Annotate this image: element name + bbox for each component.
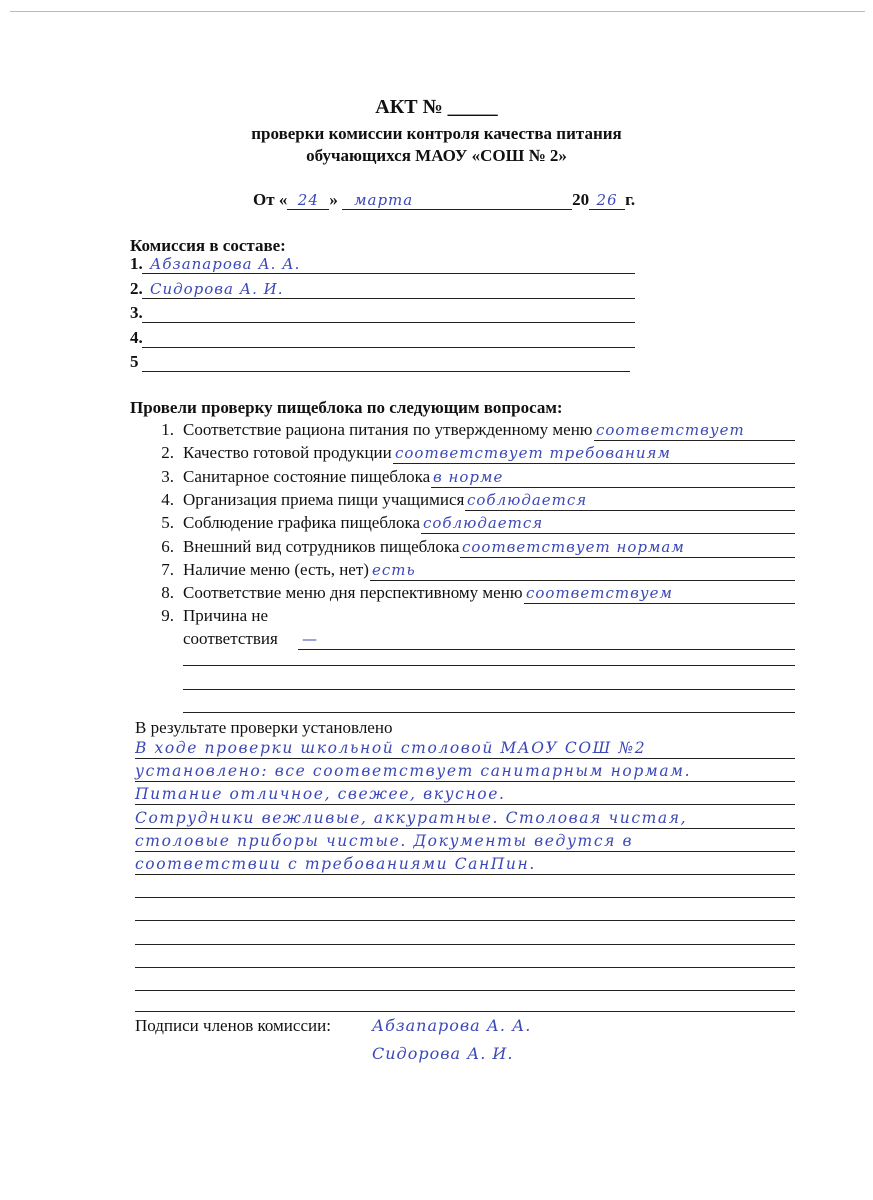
answer-line: [594, 440, 795, 441]
item-answer: соответствует требованиям: [395, 444, 671, 463]
member-name: Абзапарова А. А.: [150, 255, 301, 273]
signatures-label: Подписи членов комиссии:: [135, 1016, 331, 1035]
date-month: марта: [342, 191, 572, 210]
date-suffix: г.: [625, 190, 636, 209]
answer-line: [393, 463, 795, 464]
item-number: 5.: [161, 513, 174, 533]
date-mid: »: [329, 190, 338, 209]
answer-line: [421, 533, 795, 534]
item-number: 4.: [161, 489, 174, 509]
date-day: 24: [287, 191, 329, 210]
item-answer: соблюдается: [423, 514, 544, 533]
result-line: [135, 758, 795, 759]
result-line: [135, 897, 795, 898]
act-subtitle-1: проверки комиссии контроля качества питания: [251, 124, 622, 143]
item-question: Наличие меню (есть, нет): [183, 559, 369, 579]
answer-line: [183, 712, 795, 713]
member-line: [142, 322, 635, 323]
answer-line: [431, 487, 795, 488]
item-question: Соответствие рациона питания по утвержденному меню: [183, 420, 593, 439]
result-text-line: установлено: все соответствует санитарным нормам.: [135, 762, 692, 781]
act-title: АКТ № _____: [375, 96, 498, 118]
signature-2: Сидорова А. И.: [372, 1044, 514, 1063]
item-question: Причина не: [183, 606, 269, 626]
result-line: [135, 828, 795, 829]
member-line: [142, 273, 635, 274]
member-line: [142, 347, 635, 348]
result-line: [135, 944, 795, 945]
member-line: [142, 371, 630, 372]
item-number: 6.: [161, 536, 174, 556]
scan-edge: [10, 11, 865, 12]
item-number: 1.: [161, 420, 174, 439]
member-number: 2.: [130, 278, 143, 298]
item-number: 3.: [161, 466, 174, 486]
rule-line: [135, 1011, 795, 1012]
item-number: 9.: [161, 606, 174, 626]
item-number: 8.: [161, 583, 174, 603]
date-year-prefix: 20: [572, 190, 590, 209]
answer-line: [465, 510, 795, 511]
result-text-line: В ходе проверки школьной столовой МАОУ СОШ №2: [135, 739, 647, 757]
item-question: Внешний вид сотрудников пищеблока: [183, 536, 460, 556]
result-line: [135, 804, 795, 805]
item-answer: соответствуем: [526, 584, 673, 603]
result-line: [135, 990, 795, 991]
act-subtitle-2: обучающихся МАОУ «СОШ № 2»: [306, 146, 567, 165]
item-question: Качество готовой продукции: [183, 443, 392, 463]
result-label: В результате проверки установлено: [135, 718, 393, 737]
item-answer: соответствует: [596, 421, 745, 439]
result-line: [135, 920, 795, 921]
member-number: 1.: [130, 254, 143, 273]
answer-line: [460, 557, 795, 558]
result-line: [135, 874, 795, 875]
result-line: [135, 967, 795, 968]
answer-line: [524, 603, 795, 604]
item-answer: соответствует нормам: [462, 537, 685, 556]
result-text-line: Сотрудники вежливые, аккуратные. Столовая чистая,: [135, 808, 688, 827]
date-line: [253, 190, 635, 210]
item-question: Соответствие меню дня перспективному меню: [183, 583, 523, 603]
item-number: 2.: [161, 443, 174, 463]
item-answer: соблюдается: [467, 490, 588, 509]
commission-label: Комиссия в составе:: [130, 236, 286, 255]
result-line: [135, 851, 795, 852]
answer-line: [183, 665, 795, 666]
result-text-line: соответствии с требованиями СанПин.: [135, 855, 536, 873]
result-text-line: столовые приборы чистые. Документы ведутся в: [135, 831, 634, 850]
answer-line: [183, 689, 795, 690]
item-answer: в норме: [433, 467, 504, 486]
item-number: 7.: [161, 559, 174, 579]
date-year: 26: [589, 191, 625, 210]
item-answer: есть: [372, 560, 416, 579]
answer-line: [298, 649, 795, 650]
item-question-cont: соответствия: [183, 629, 278, 649]
inspection-label: Провели проверку пищеблока по следующим вопросам:: [130, 398, 563, 417]
member-number: 5: [130, 352, 139, 371]
item-question: Соблюдение графика пищеблока: [183, 513, 421, 533]
date-prefix: От «: [253, 190, 288, 209]
member-number: 4.: [130, 327, 143, 347]
answer-line: [370, 580, 795, 581]
result-line: [135, 781, 795, 782]
item-answer: —: [302, 630, 318, 649]
member-number: 3.: [130, 303, 143, 322]
member-line: [142, 298, 635, 299]
item-question: Организация приема пищи учащимися: [183, 489, 465, 509]
item-question: Санитарное состояние пищеблока: [183, 466, 431, 486]
member-name: Сидорова А. И.: [150, 279, 284, 298]
signature-1: Абзапарова А. А.: [372, 1016, 532, 1035]
result-text-line: Питание отличное, свежее, вкусное.: [135, 785, 506, 804]
